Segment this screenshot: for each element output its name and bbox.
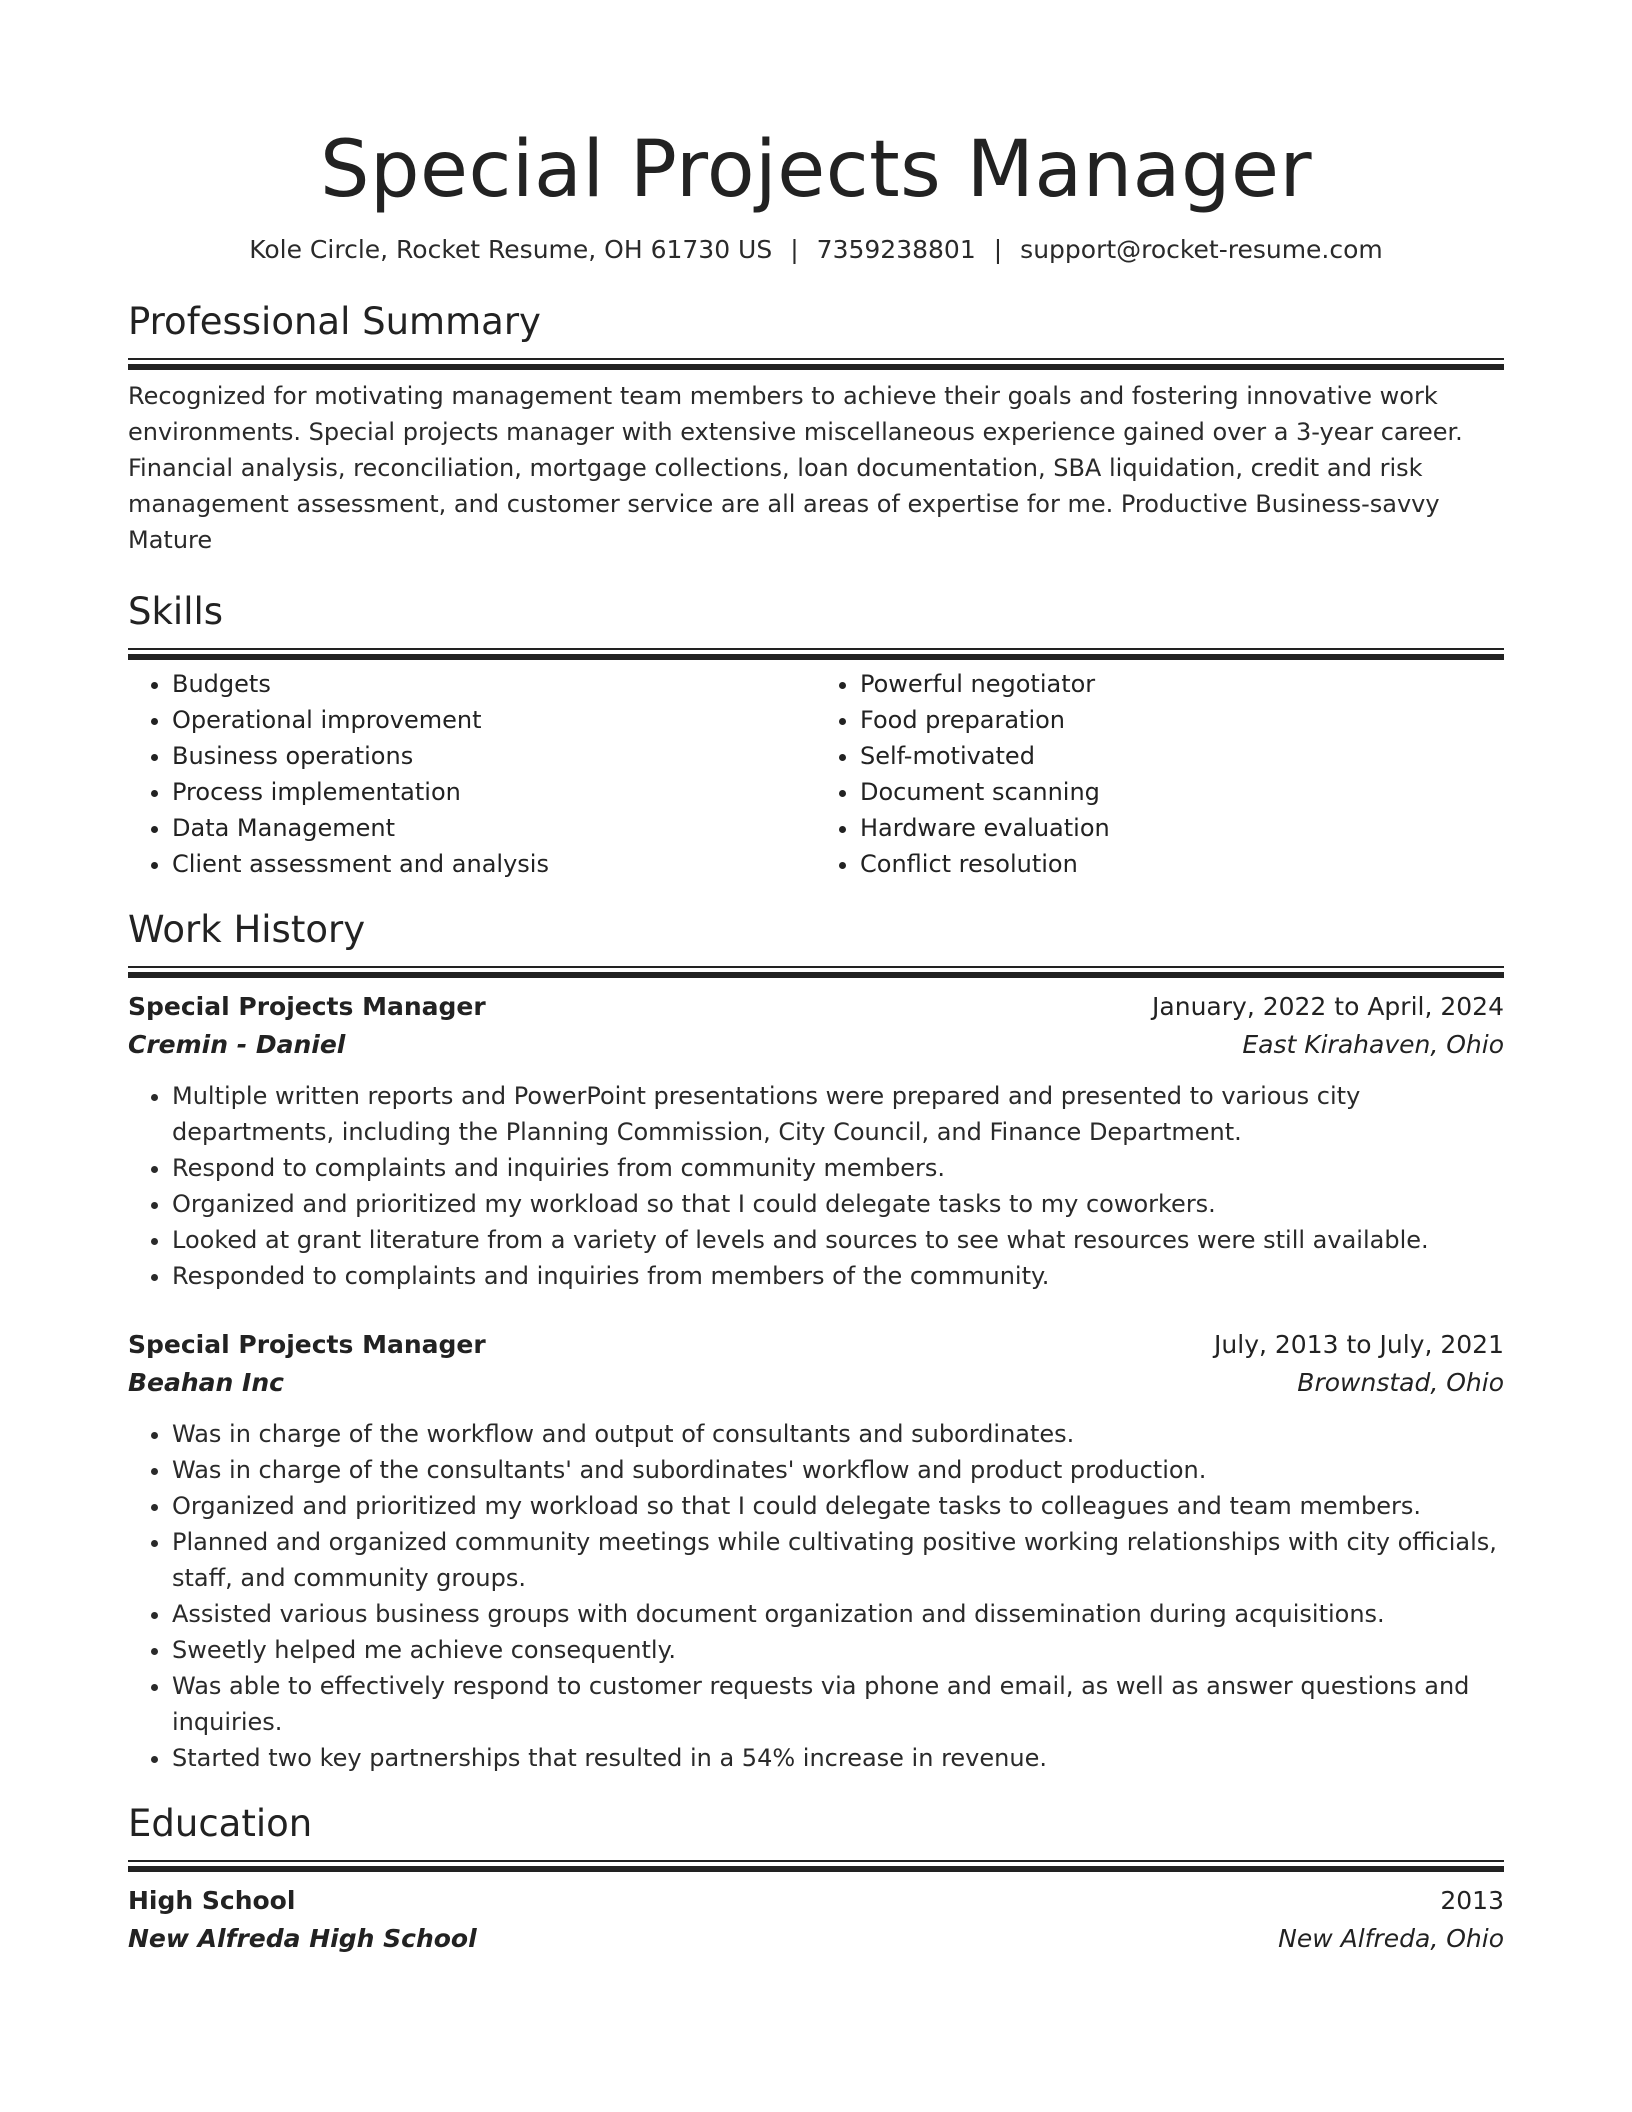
job-company: Cremin - Daniel	[128, 1030, 346, 1059]
job-entry	[128, 1326, 1504, 1776]
summary-section	[128, 298, 1504, 558]
job-entry	[128, 988, 1504, 1294]
job-bullet: • Respond to complaints and inquiries from community members.	[172, 1150, 1504, 1186]
section-divider	[128, 648, 1504, 650]
resume-header	[128, 120, 1504, 268]
job-title: Special Projects Manager	[128, 992, 486, 1021]
education-entry	[128, 1882, 1504, 1958]
skill-item: • Document scanning	[860, 774, 1504, 810]
skills-section	[128, 588, 1504, 882]
job-bullet: • Planned and organized community meetings while cultivating positive working relationships with city officials, staff, and community groups.	[172, 1524, 1504, 1596]
skill-item: • Food preparation	[860, 702, 1504, 738]
education-heading: Education	[128, 1802, 313, 1845]
skill-item: • Hardware evaluation	[860, 810, 1504, 846]
skill-item: • Self-motivated	[860, 738, 1504, 774]
job-bullet: • Started two key partnerships that resulted in a 54% increase in revenue.	[172, 1740, 1504, 1776]
candidate-title: Special Projects Manager	[319, 125, 1313, 215]
job-bullet: • Looked at grant literature from a variety of levels and sources to see what resources were still available.	[172, 1222, 1504, 1258]
job-header-row	[128, 1326, 1504, 1364]
job-company: Beahan Inc	[128, 1368, 284, 1397]
job-bullet: • Was in charge of the workflow and output of consultants and subordinates.	[172, 1416, 1504, 1452]
job-bullets	[128, 1078, 1504, 1294]
job-bullet: • Organized and prioritized my workload so that I could delegate tasks to my coworkers.	[172, 1186, 1504, 1222]
skills-heading: Skills	[128, 590, 224, 633]
skill-item: • Process implementation	[172, 774, 816, 810]
work-history-section	[128, 906, 1504, 1776]
section-divider	[128, 1860, 1504, 1862]
skills-list-right	[816, 666, 1504, 882]
education-degree: High School	[128, 1886, 296, 1915]
job-dates: July, 2013 to July, 2021	[1214, 1330, 1504, 1359]
job-location: East Kirahaven, Ohio	[1242, 1030, 1504, 1059]
contact-separator: |	[790, 235, 799, 264]
summary-heading: Professional Summary	[128, 300, 541, 343]
job-bullet: • Assisted various business groups with document organization and dissemination during acquisitions.	[172, 1596, 1504, 1632]
job-location: Brownstad, Ohio	[1297, 1368, 1504, 1397]
job-bullet: • Multiple written reports and PowerPoint presentations were prepared and presented to various city departments, including the Planning Commission, City Council, and Finance Department.	[172, 1078, 1504, 1150]
job-bullet: • Was able to effectively respond to customer requests via phone and email, as well as answer questions and inquiries.	[172, 1668, 1504, 1740]
section-divider	[128, 358, 1504, 360]
education-location: New Alfreda, Ohio	[1278, 1924, 1504, 1953]
skill-item: • Operational improvement	[172, 702, 816, 738]
education-year: 2013	[1440, 1886, 1504, 1915]
skill-item: • Powerful negotiator	[860, 666, 1504, 702]
education-header-row	[128, 1882, 1504, 1920]
resume-page	[128, 0, 1504, 1958]
job-bullet: • Sweetly helped me achieve consequently.	[172, 1632, 1504, 1668]
skill-item: • Budgets	[172, 666, 816, 702]
section-divider	[128, 966, 1504, 968]
job-dates: January, 2022 to April, 2024	[1152, 992, 1504, 1021]
job-bullet: • Responded to complaints and inquiries from members of the community.	[172, 1258, 1504, 1294]
contact-email[interactable]: support@rocket-resume.com	[1020, 235, 1383, 264]
skill-item: • Conflict resolution	[860, 846, 1504, 882]
education-section	[128, 1800, 1504, 1958]
contact-phone[interactable]: 7359238801	[816, 235, 976, 264]
job-company-row	[128, 1026, 1504, 1064]
job-title: Special Projects Manager	[128, 1330, 486, 1359]
job-header-row	[128, 988, 1504, 1026]
education-school: New Alfreda High School	[128, 1924, 477, 1953]
contact-address: Kole Circle, Rocket Resume, OH 61730 US	[249, 235, 773, 264]
work-history-heading: Work History	[128, 908, 366, 951]
job-company-row	[128, 1364, 1504, 1402]
contact-separator: |	[993, 235, 1003, 264]
education-school-row	[128, 1920, 1504, 1958]
skill-item: • Business operations	[172, 738, 816, 774]
job-bullet: • Was in charge of the consultants' and subordinates' workflow and product production.	[172, 1452, 1504, 1488]
skill-item: • Data Management	[172, 810, 816, 846]
contact-line	[128, 232, 1504, 268]
job-bullets	[128, 1416, 1504, 1776]
skills-columns	[128, 666, 1504, 882]
summary-text: Recognized for motivating management team members to achieve their goals and fostering innovative work environments. Special projects manager with extensive miscellaneous experience gained over a 3-year career. Financial analysis, reconciliation, mortgage collections, loan documentation, SBA liquidation, credit and risk management assessment, and customer service are all areas of expertise for me. Productive Business-savvy Mature	[128, 382, 1463, 554]
job-bullet: • Organized and prioritized my workload so that I could delegate tasks to colleagues and team members.	[172, 1488, 1504, 1524]
skill-item: • Client assessment and analysis	[172, 846, 816, 882]
skills-list-left	[128, 666, 816, 882]
